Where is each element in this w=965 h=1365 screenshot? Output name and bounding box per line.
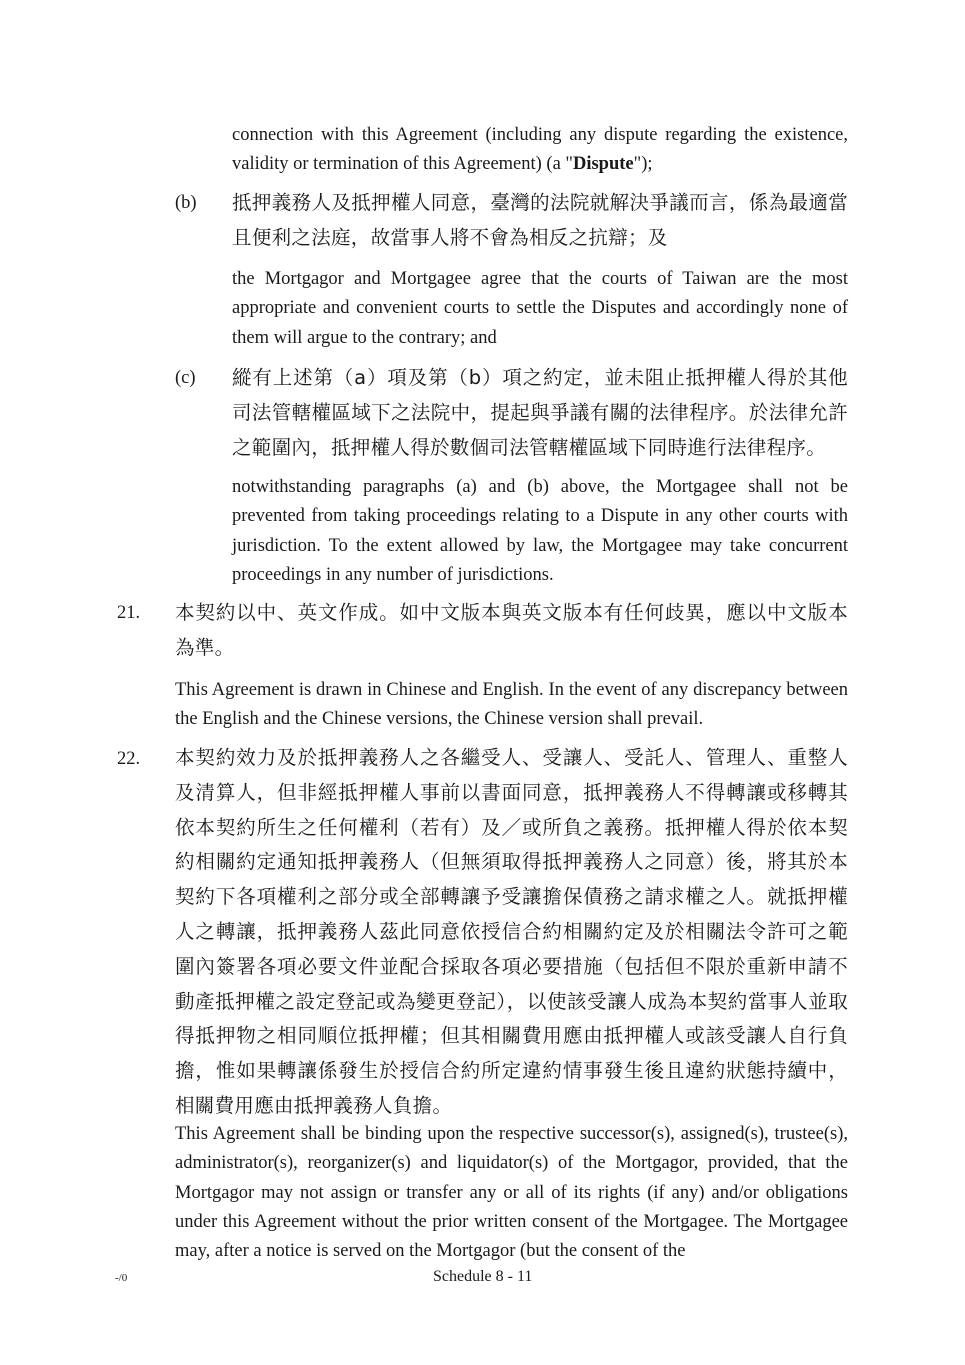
clause-21-english-text: This Agreement is drawn in Chinese and English. In the event of any discrepancy between the English and the Chinese versions, the Chinese version shall prevail.	[175, 680, 848, 730]
clause-22-number: 22.	[117, 749, 141, 769]
clause-21-chinese-text: 本契約以中、英文作成。如中文版本與英文版本有任何歧異，應以中文版本為準。	[175, 601, 848, 659]
item-c-english-text: notwithstanding paragraphs (a) and (b) above, the Mortgagee shall not be prevented from taking proceedings relating to a Dispute in any other courts with jurisdiction. To the extent allowed by law, the Mortgagee may take concurrent proceedings in any number of jurisdictions.	[232, 477, 848, 585]
item-b-chinese-text: 抵押義務人及抵押權人同意，臺灣的法院就解決爭議而言，係為最適當且便利之法庭，故當事人將不會為相反之抗辯；及	[232, 191, 848, 249]
item-b-label: (b)	[175, 193, 197, 213]
footer-left-code: -/0	[115, 1272, 128, 1284]
item-b-english-text: the Mortgagor and Mortgagee agree that the courts of Taiwan are the most appropriate and convenient courts to settle the Disputes and accordingly none of them will argue to the contrary; and	[232, 269, 848, 348]
clause-21-number: 21.	[117, 603, 141, 623]
item-c-label: (c)	[175, 368, 196, 388]
clause-22-chinese-text: 本契約效力及於抵押義務人之各繼受人、受讓人、受託人、管理人、重整人及清算人，但非經抵押權人事前以書面同意，抵押義務人不得轉讓或移轉其依本契約所生之任何權利（若有）及／或所負之義務。抵押權人得於依本契約相關約定通知抵押義務人（但無須取得抵押義務人之同意）後，將其於本契約下各項權利之部分或全部轉讓予受讓擔保債務之請求權之人。就抵押權人之轉讓，抵押義務人茲此同意依授信合約相關約定及於相關法令許可之範圍內簽署各項必要文件並配合採取各項必要措施（包括但不限於重新申請不動產抵押權之設定登記或為變更登記），以使該受讓人成為本契約當事人並取得抵押物之相同順位抵押權；但其相關費用應由抵押權人或該受讓人自行負擔，惟如果轉讓係發生於授信合約所定違約情事發生後且違約狀態持續中，相關費用應由抵押義務人負擔。	[175, 746, 848, 1117]
continued-paragraph: connection with this Agreement (including any dispute regarding the existence, validity or termination of this Agreement) (a "Dispute");	[232, 125, 848, 175]
footer-page-label: Schedule 8 - 11	[433, 1268, 533, 1285]
item-c-chinese-text: 縱有上述第（a）項及第（b）項之約定，並未阻止抵押權人得於其他司法管轄權區域下之法院中，提起與爭議有關的法律程序。於法律允許之範圍內，抵押權人得於數個司法管轄權區域下同時進行法律程序。	[232, 366, 848, 459]
defined-term-dispute: Dispute	[572, 154, 634, 175]
clause-22-english-text: This Agreement shall be binding upon the respective successor(s), assigned(s), trustee(s), administrator(s), reorganizer(s) and liquidator(s) of the Mortgagor, provided, that the Mortgagor may not assign or transfer any or all of its rights (if any) and/or obligations under this Agreement without the prior written consent of the Mortgagee. The Mortgagee may, after a notice is served on the Mortgagor (but the consent of the	[175, 1124, 848, 1262]
